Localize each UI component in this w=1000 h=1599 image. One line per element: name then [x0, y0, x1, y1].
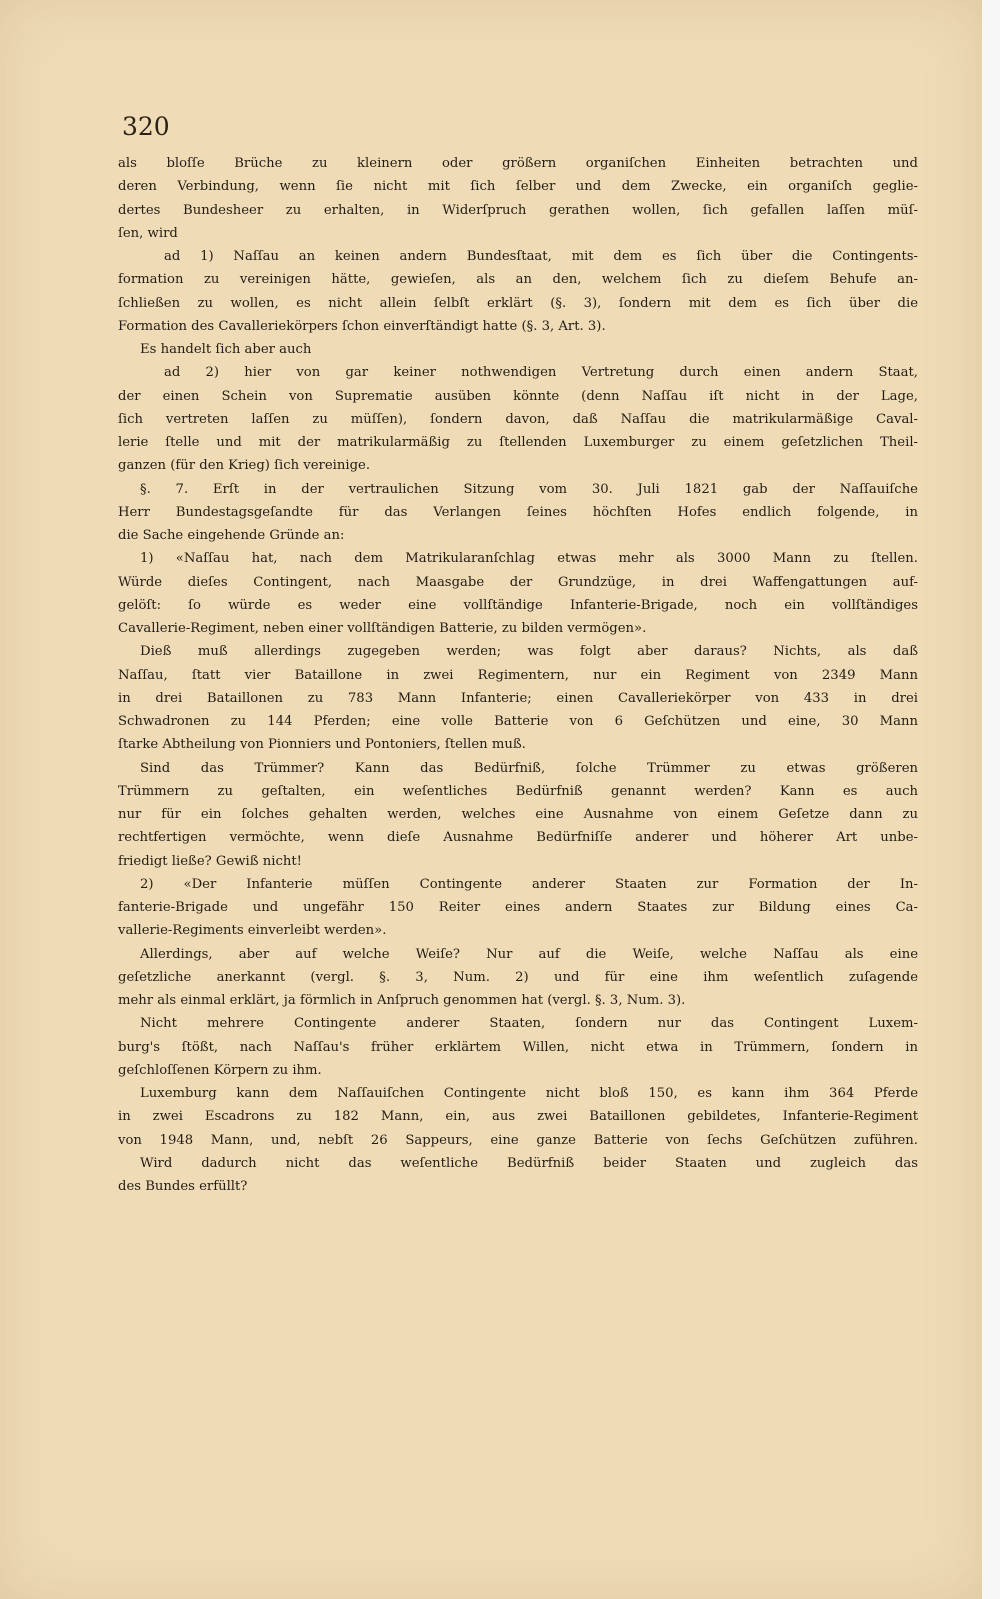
- text-line: geſchloſſenen Körpern zu ihm.: [118, 1062, 322, 1078]
- text-line: Allerdings, aber auf welche Weiſe? Nur auf die Weiſe, welche Naſſau als eine: [140, 946, 918, 962]
- text-line: geſetzliche anerkannt (vergl. §. 3, Num. 2) und für eine ihm weſentlich zuſagende: [118, 969, 918, 985]
- text-line: §. 7. Erſt in der vertraulichen Sitzung vom 30. Juli 1821 gab der Naſſauiſche: [140, 481, 918, 497]
- text-line: Nicht mehrere Contingente anderer Staaten, ſondern nur das Contingent Luxem-: [140, 1016, 918, 1032]
- text-line: lerie ſtelle und mit der matrikularmäßig zu ſtellenden Luxemburger zu einem geſetzlichen Theil-: [118, 435, 918, 450]
- text-line: Würde dieſes Contingent, nach Maasgabe der Grundzüge, in drei Waffengattungen auf-: [118, 574, 918, 590]
- text-line: Dieß muß allerdings zugegeben werden; was folgt aber daraus? Nichts, als daß: [140, 644, 918, 660]
- text-line: Es handelt ſich aber auch: [140, 342, 312, 357]
- text-line: ſen, wird: [118, 225, 178, 241]
- text-line: 2) «Der Infanterie müſſen Contingente anderer Staaten zur Formation der In-: [140, 876, 918, 892]
- text-line: Naſſau, ſtatt vier Bataillone in zwei Regimentern, nur ein Regiment von 2349 Mann: [118, 667, 918, 683]
- text-line: ad 1) Naſſau an keinen andern Bundesſtaat, mit dem es ſich über die Contingents-: [164, 249, 918, 264]
- text-line: ſchließen zu wollen, es nicht allein ſelbſt erklärt (§. 3), ſondern mit dem es ſich über die: [118, 295, 918, 311]
- text-line: in drei Bataillonen zu 783 Mann Infanterie; einen Cavalleriekörper von 433 in drei: [118, 690, 918, 706]
- text-line: von 1948 Mann, und, nebſt 26 Sappeurs, eine ganze Batterie von ſechs Geſchützen zuführen.: [118, 1132, 918, 1148]
- text-line: Schwadronen zu 144 Pferden; eine volle Batterie von 6 Geſchützen und eine, 30 Mann: [118, 714, 918, 729]
- text-line: Cavallerie-Regiment, neben einer vollſtändigen Batterie, zu bilden vermögen».: [118, 621, 647, 636]
- text-line: die Sache eingehende Gründe an:: [118, 528, 345, 543]
- text-line: 1) «Naſſau hat, nach dem Matrikularanſchlag etwas mehr als 3000 Mann zu ſtellen.: [140, 551, 918, 567]
- text-line: Formation des Cavalleriekörpers ſchon einverſtändigt hatte (§. 3, Art. 3).: [118, 318, 606, 334]
- text-line: Herr Bundestagsgeſandte für das Verlangen ſeines höchſten Hofes endlich folgende, in: [118, 504, 918, 520]
- text-line: Trümmern zu geſtalten, ein weſentliches Bedürfniß genannt werden? Kann es auch: [118, 783, 918, 799]
- text-line: rechtfertigen vermöchte, wenn dieſe Ausnahme Bedürfniſſe anderer und höherer Art unbe-: [118, 830, 918, 846]
- text-line: burg's ſtößt, nach Naſſau's früher erklärtem Willen, nicht etwa in Trümmern, ſondern in: [118, 1039, 918, 1055]
- page-margin-edge: [982, 0, 1000, 1599]
- body-text: [118, 152, 918, 1198]
- text-line: fanterie-Brigade und ungefähr 150 Reiter eines andern Staates zur Bildung eines Ca-: [118, 900, 918, 915]
- text-line: in zwei Escadrons zu 182 Mann, ein, aus zwei Bataillonen gebildetes, Infanterie-Regiment: [118, 1109, 918, 1125]
- text-line: ganzen (für den Krieg) ſich vereinige.: [118, 458, 371, 474]
- text-line: ſtarke Abtheilung von Pionniers und Pontoniers, ſtellen muß.: [118, 737, 526, 753]
- text-line: friedigt ließe? Gewiß nicht!: [118, 853, 302, 869]
- text-line: vallerie-Regiments einverleibt werden».: [118, 923, 387, 939]
- text-line: Wird dadurch nicht das weſentliche Bedürfniß beider Staaten und zugleich das: [140, 1155, 918, 1171]
- text-line: nur für ein ſolches gehalten werden, welches eine Ausnahme von einem Geſetze dann zu: [118, 807, 918, 822]
- page-number: 320: [122, 112, 170, 141]
- text-line: ad 2) hier von gar keiner nothwendigen Vertretung durch einen andern Staat,: [164, 365, 918, 381]
- text-line: mehr als einmal erklärt, ja förmlich in Anſpruch genommen hat (vergl. §. 3, Num. 3).: [118, 993, 686, 1008]
- text-line: als bloſſe Brüche zu kleinern oder größern organiſchen Einheiten betrachten und: [118, 156, 918, 171]
- text-line: Sind das Trümmer? Kann das Bedürfniß, ſolche Trümmer zu etwas größeren: [140, 760, 918, 776]
- text-line: des Bundes erfüllt?: [118, 1179, 248, 1194]
- text-line: ſich vertreten laſſen zu müſſen), ſondern davon, daß Naſſau die matrikularmäßige Caval-: [118, 411, 918, 427]
- text-line: dertes Bundesheer zu erhalten, in Widerſpruch gerathen wollen, ſich gefallen laſſen müſ-: [118, 202, 918, 218]
- text-line: Luxemburg kann dem Naſſauiſchen Contingente nicht bloß 150, es kann ihm 364 Pferde: [140, 1086, 918, 1101]
- text-line: deren Verbindung, wenn ſie nicht mit ſich ſelber und dem Zwecke, ein organiſch geglie-: [118, 179, 918, 195]
- text-line: formation zu vereinigen hätte, gewieſen, als an den, welchem ſich zu dieſem Behufe an-: [118, 272, 918, 288]
- text-line: gelöſt: ſo würde es weder eine vollſtändige Infanterie-Brigade, noch ein vollſtändiges: [118, 597, 918, 613]
- text-line: der einen Schein von Suprematie ausüben könnte (denn Naſſau iſt nicht in der Lage,: [118, 388, 918, 404]
